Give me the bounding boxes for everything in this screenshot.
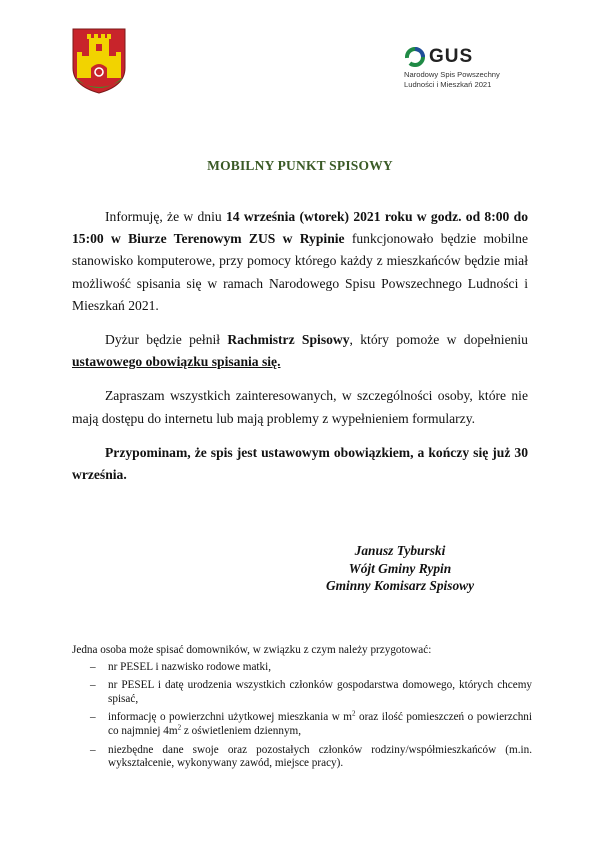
gus-subtitle-line2: Ludności i Mieszkań 2021	[404, 80, 492, 89]
gus-wordmark: GUS	[429, 46, 474, 67]
p2-text-2: , który pomoże w dopełnieniu	[349, 332, 528, 348]
list-item-text: nr PESEL i nazwisko rodowe matki,	[108, 660, 272, 673]
paragraph-reminder: Przypominam, że spis jest ustawowym obowiązkiem, a kończy się już 30 września.	[72, 444, 528, 483]
p1-text-2: funkcjonowało będzie mobilne stanowisko komputerowe, przy pomocy którego każdy z mieszkańców będzie miał możliwość spisania się w ramach Narodowego Spisu Powszechnego Ludności i Mieszkań 2021.	[72, 231, 528, 313]
signature-block	[300, 542, 500, 595]
gus-logo	[404, 46, 544, 90]
gus-subtitle	[404, 70, 544, 90]
p2-obligation: ustawowego obowiązku spisania się.	[72, 354, 281, 370]
dash: –	[90, 660, 96, 673]
notes-section	[72, 644, 532, 776]
list-item	[72, 661, 532, 675]
dash: –	[90, 743, 96, 756]
coat-of-arms-logo	[72, 28, 126, 94]
list-item	[72, 744, 532, 771]
list-item-text: z oświetleniem dziennym,	[181, 724, 302, 737]
superscript: 2	[177, 723, 182, 732]
notes-list	[72, 661, 532, 771]
signature-role-2: Gminny Komisarz Spisowy	[325, 578, 475, 593]
list-item-text: informację o powierzchni użytkowej mieszkania w m	[108, 711, 352, 724]
notes-intro: Jedna osoba może spisać domowników, w związku z czym należy przygotować:	[72, 644, 432, 656]
list-item-text: oraz ilość pomieszczeń o powierzchni co najmniej 4m	[108, 711, 532, 737]
p2-text-1: Dyżur będzie pełnił	[105, 332, 228, 348]
gus-emblem-icon	[404, 46, 426, 68]
dash: –	[90, 679, 96, 692]
paragraph-invitation: Zapraszam wszystkich zainteresowanych, w szczególności osoby, które nie mają dostępu do internetu lub mają problemy z wypełnieniem formularzy.	[72, 388, 528, 426]
document-body	[72, 206, 528, 498]
paragraph-duty	[72, 329, 528, 373]
gus-subtitle-line1: Narodowy Spis Powszechny	[404, 70, 500, 79]
list-item-text: niezbędne dane swoje oraz pozostałych członków rodziny/współmieszkańców (m.in. wykształcenie, wykonywany zawód, miejsce pracy).	[108, 743, 532, 770]
paragraph-announcement	[72, 206, 528, 317]
superscript: 2	[352, 709, 356, 718]
list-item	[72, 711, 532, 738]
list-item	[72, 679, 532, 706]
p1-text-1: Informuję, że w dniu	[105, 209, 226, 224]
p2-enumerator: Rachmistrz Spisowy	[227, 332, 350, 348]
p1-date-location: 14 września (wtorek) 2021 roku w godz. od 8:00 do 15:00 w Biurze Terenowym ZUS w Rypinie	[72, 209, 528, 247]
dash: –	[90, 711, 96, 724]
signature-name: Janusz Tyburski	[354, 543, 446, 558]
list-item-text: nr PESEL i datę urodzenia wszystkich członków gospodarstwa domowego, których chcemy spisać,	[108, 679, 532, 705]
page-title: MOBILNY PUNKT SPISOWY	[207, 158, 393, 173]
signature-role-1: Wójt Gminy Rypin	[348, 560, 452, 576]
